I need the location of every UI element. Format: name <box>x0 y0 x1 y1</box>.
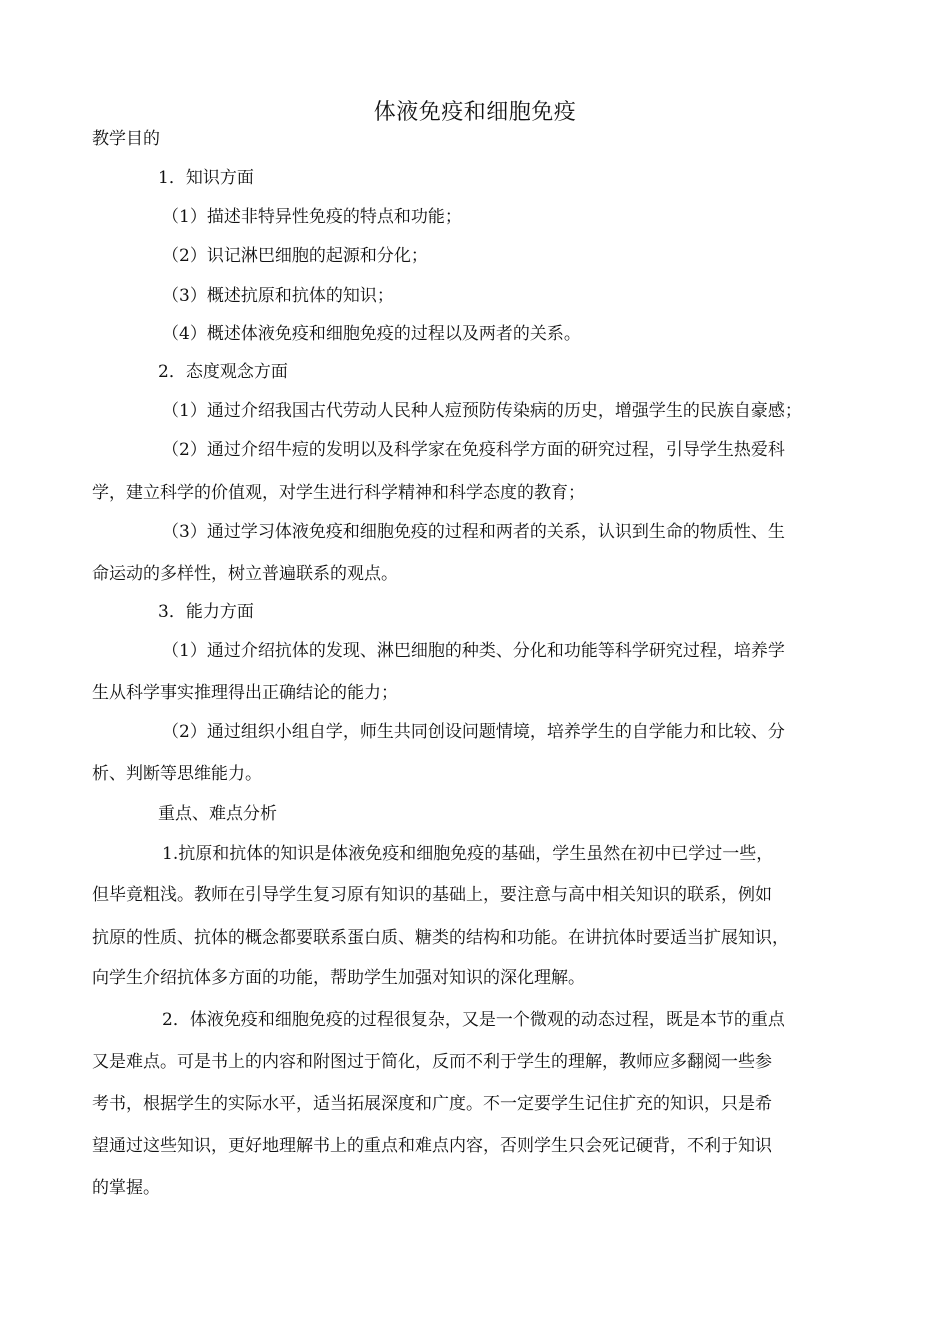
knowledge-item: （3）概述抗原和抗体的知识； <box>162 286 394 306</box>
analysis-paragraph-line: 望通过这些知识，更好地理解书上的重点和难点内容，否则学生只会死记硬背，不利于知识 <box>92 1136 772 1156</box>
analysis-paragraph-line: 但毕竟粗浅。教师在引导学生复习原有知识的基础上，要注意与高中相关知识的联系，例如 <box>92 885 772 905</box>
analysis-paragraph-line: 向学生介绍抗体多方面的功能，帮助学生加强对知识的深化理解。 <box>92 968 585 988</box>
document-title: 体液免疫和细胞免疫 <box>373 100 577 125</box>
analysis-heading: 重点、难点分析 <box>158 804 277 824</box>
attitude-item: （2）通过介绍牛痘的发明以及科学家在免疫科学方面的研究过程，引导学生热爱科 <box>162 440 785 460</box>
ability-item: （1）通过介绍抗体的发现、淋巴细胞的种类、分化和功能等科学研究过程，培养学 <box>162 641 785 661</box>
ability-item: （2）通过组织小组自学，师生共同创设问题情境，培养学生的自学能力和比较、分 <box>162 722 785 742</box>
knowledge-item: （1）描述非特异性免疫的特点和功能； <box>162 207 462 227</box>
analysis-paragraph-line: 2．体液免疫和细胞免疫的过程很复杂，又是一个微观的动态过程，既是本节的重点 <box>162 1010 785 1030</box>
ability-heading: 3．能力方面 <box>158 602 254 622</box>
analysis-paragraph-line: 抗原的性质、抗体的概念都要联系蛋白质、糖类的结构和功能。在讲抗体时要适当扩展知识， <box>92 928 789 948</box>
attitude-item-continued: 学，建立科学的价值观，对学生进行科学精神和科学态度的教育； <box>92 483 585 503</box>
attitude-item-continued: 命运动的多样性，树立普遍联系的观点。 <box>92 564 398 584</box>
ability-item-continued: 析、判断等思维能力。 <box>92 764 262 784</box>
objectives-heading: 教学目的 <box>92 129 160 149</box>
analysis-paragraph-line: 1.抗原和抗体的知识是体液免疫和细胞免疫的基础，学生虽然在初中已学过一些， <box>162 844 774 864</box>
attitude-item: （1）通过介绍我国古代劳动人民种人痘预防传染病的历史，增强学生的民族自豪感； <box>162 401 802 421</box>
knowledge-item: （2）识记淋巴细胞的起源和分化； <box>162 246 428 266</box>
analysis-paragraph-line: 的掌握。 <box>92 1178 160 1198</box>
attitude-heading: 2．态度观念方面 <box>158 362 288 382</box>
attitude-item: （3）通过学习体液免疫和细胞免疫的过程和两者的关系，认识到生命的物质性、生 <box>162 522 785 542</box>
knowledge-heading: 1．知识方面 <box>158 168 254 188</box>
analysis-paragraph-line: 考书，根据学生的实际水平，适当拓展深度和广度。不一定要学生记住扩充的知识，只是希 <box>92 1094 772 1114</box>
ability-item-continued: 生从科学事实推理得出正确结论的能力； <box>92 683 398 703</box>
analysis-paragraph-line: 又是难点。可是书上的内容和附图过于简化，反而不利于学生的理解，教师应多翻阅一些参 <box>92 1052 772 1072</box>
knowledge-item: （4）概述体液免疫和细胞免疫的过程以及两者的关系。 <box>162 324 581 344</box>
